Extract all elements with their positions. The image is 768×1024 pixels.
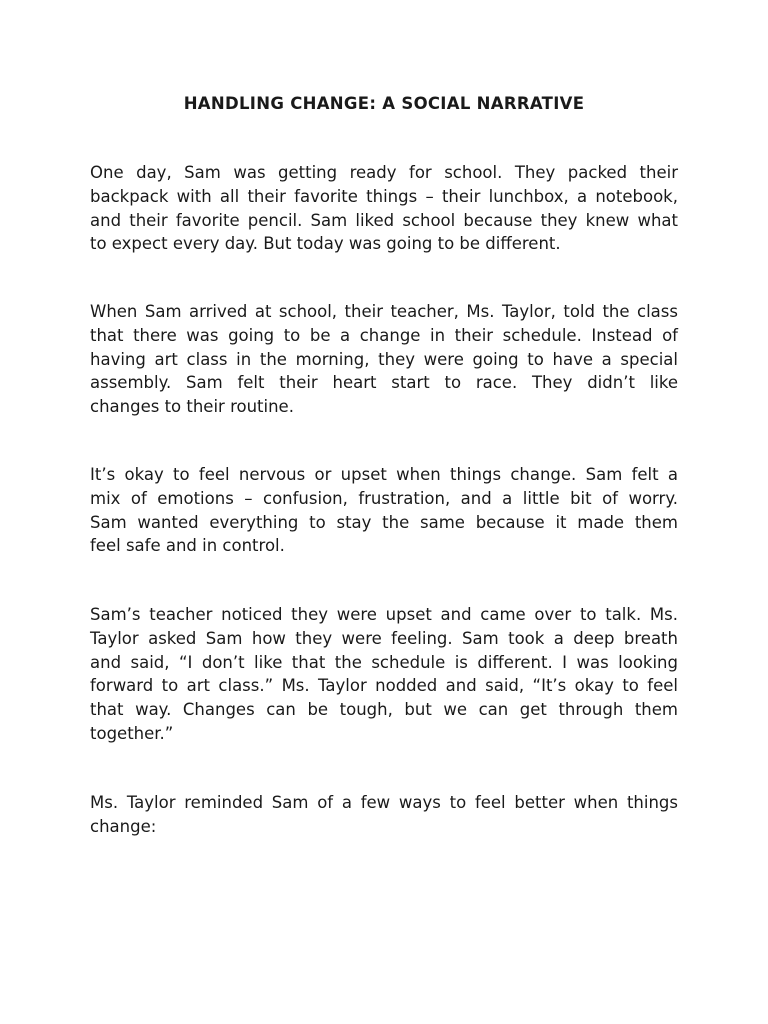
paragraph-line: forward to art class.” Ms. Taylor nodded and said, “It’s okay to feel	[90, 676, 678, 696]
paragraph-line: and said, “I don’t like that the schedule is different. I was looking	[90, 652, 678, 672]
paragraph-line: and their favorite pencil. Sam liked school because they knew what	[90, 210, 678, 230]
paragraph-line: having art class in the morning, they were going to have a special	[90, 349, 678, 369]
paragraph-line: Sam’s teacher noticed they were upset and came over to talk. Ms.	[90, 605, 678, 624]
paragraph-line: changes to their routine.	[90, 397, 294, 417]
paragraph-reminder	[90, 791, 678, 839]
paragraph-line: together.”	[90, 723, 174, 743]
paragraph-line: assembly. Sam felt their heart start to race. They didn’t like	[90, 373, 678, 393]
paragraph-feelings	[90, 463, 678, 558]
paragraph-line: backpack with all their favorite things – their lunchbox, a notebook,	[90, 186, 678, 206]
paragraph-morning	[90, 161, 678, 256]
paragraph-line: It’s okay to feel nervous or upset when things change. Sam felt a	[90, 465, 678, 484]
paragraph-line: Ms. Taylor reminded Sam of a few ways to feel better when things	[90, 793, 678, 812]
document-title: HANDLING CHANGE: A SOCIAL NARRATIVE	[183, 94, 585, 113]
paragraph-line: One day, Sam was getting ready for school. They packed their	[90, 163, 678, 182]
paragraph-line: change:	[90, 816, 157, 836]
paragraph-line: that way. Changes can be tough, but we can get through them	[90, 700, 678, 720]
paragraph-line: Taylor asked Sam how they were feeling. Sam took a deep breath	[90, 628, 678, 648]
paragraph-line: When Sam arrived at school, their teacher, Ms. Taylor, told the class	[90, 302, 678, 321]
paragraph-line: mix of emotions – confusion, frustration, and a little bit of worry.	[90, 488, 678, 508]
paragraph-line: feel safe and in control.	[90, 536, 285, 556]
paragraph-line: that there was going to be a change in their schedule. Instead of	[90, 325, 678, 345]
paragraph-line: Sam wanted everything to stay the same because it made them	[90, 512, 678, 532]
paragraph-schedule-change	[90, 300, 678, 419]
paragraph-teacher-talk	[90, 603, 678, 746]
paragraph-line: to expect every day. But today was going to be different.	[90, 234, 561, 254]
